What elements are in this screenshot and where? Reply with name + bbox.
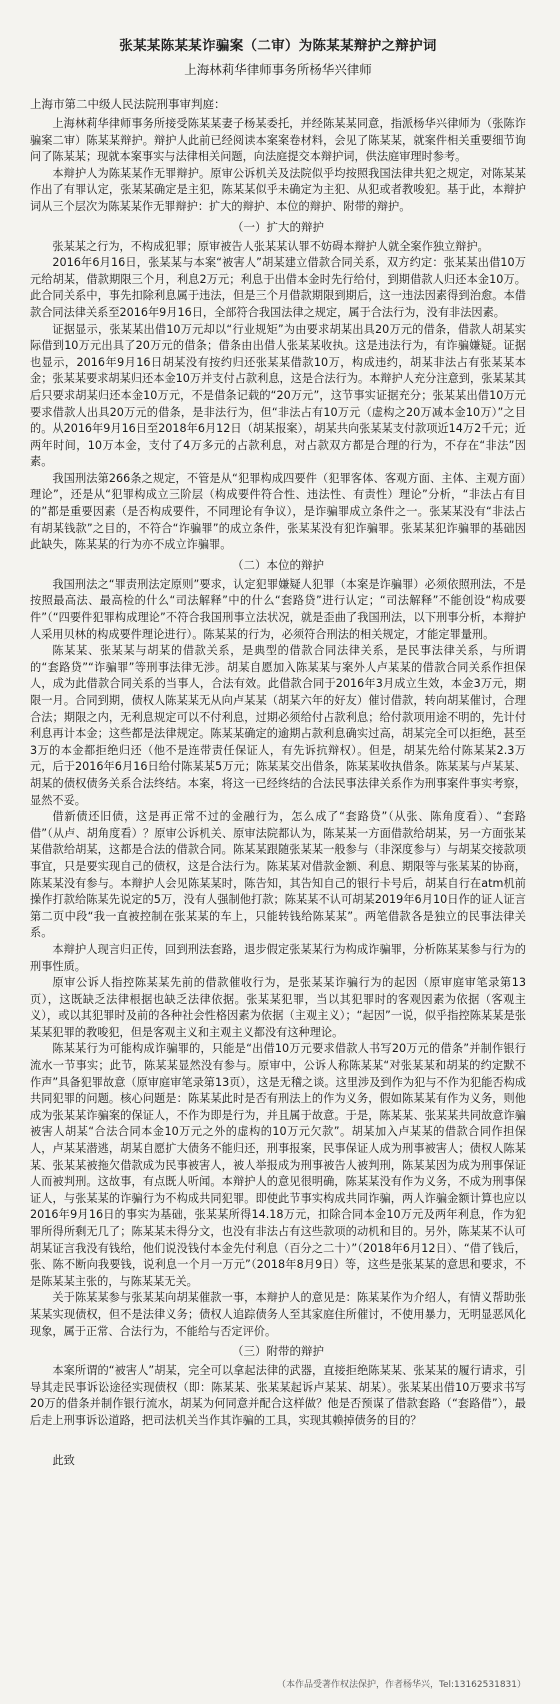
paragraph: 陈某某、张某某与胡某的借款关系，是典型的借款合同法律关系，是民事法律关系，与所谓的“套路贷”“诈骗罪”等刑事法律无涉。胡某自愿加入陈某某与案外人卢某某的借款合同关系作担保人，成为此借款合同关系的当事人，合法有效。此借款合同于2016年3月成立生效，本金3万元，期限一月。合同到期，债权人陈某某无从向卢某某（胡某六年的好友）催讨借款，转向胡某催讨，合理合法；期限之内，无利息规定可以不付利息，过期必须给付占款利息；给付款项用途不明的，先计付利息再计本金；这些都是法律规定。陈某某确定的逾期占款利息确实过高，胡某完全可以拒绝，甚至3万的本金都拒绝归还（他不是连带责任保证人，有先诉抗辩权）。但是，胡某先给付陈某某2.3万元，后于2016年6月16日给付陈某某5万元；陈某某交出借条，陈某某收执借条。陈某某与卢某某、胡某的债权债务关系合法终结。本案，将这一已经终结的合法民事法律关系作为刑事案件事实考察，显然不妥。 [30,644,526,807]
paragraph: 关于陈某某参与张某某向胡某催款一事，本辩护人的意见是：陈某某作为介绍人，有情义帮助张某某实现债权，但不是法律义务；债权人追踪债务人至其家庭住所催讨，不使用暴力，无明显恶风化现象，属于正常、合法行为，不能给与否定评价。 [30,1291,526,1338]
court-address: 上海市第二中级人民法院刑事审判庭： [30,97,226,111]
copyright-footer: （本作品受著作权法保护，作者杨华兴，Tel:13162531831） [276,1680,526,1690]
closing-salutation: 此致 [52,1453,75,1467]
paragraph: 张某某之行为，不构成犯罪；原审被告人张某某认罪不妨碍本辩护人就全案作独立辩护。 [52,239,489,253]
paragraph: 2016年6月16日，张某某与本案“被害人”胡某建立借款合同关系，双方约定：张某某出借10万元给胡某，借款期限三个月，利息2万元；利息于出借本金时先行给付，到期借款人归还本金10万。此合同关系中，事先扣除利息属于违法，但是三个月借款期限到期后，这一违法因素得到治愈。本借款合同法律关系至2016年9月16日，全部符合我国法律之规定，属于合法行为，没有非法因素。 [30,256,526,319]
section-heading: （一）扩大的辩护 [232,219,324,234]
paragraph: 原审公诉人指控陈某某先前的借款催收行为，是张某某诈骗行为的起因（原审庭审笔录第13页），这既缺乏法律根据也缺乏法律依据。张某某犯罪，当以其犯罪时的客观因素为依据（客观主义），或以其犯罪时及前的各种社会性格因素为依据（主观主义）；“起因”一说，似乎指控陈某某是张某某犯罪的教唆犯，但是客观主义和主观主义都没有这种理论。 [30,976,526,1039]
section-heading: （三）附带的辩护 [232,1344,324,1359]
paragraph: 本辩护人为陈某某作无罪辩护。原审公诉机关及法院似乎均按照我国法律共犯之规定，对陈某某作出了有罪认定，张某某确定是主犯，陈某某似乎未确定为主犯、从犯或者教唆犯。基于此，本辩护词从三个层次为陈某某作无罪辩护：扩大的辩护、本位的辩护、附带的辩护。 [30,166,526,213]
document-subtitle: 上海林莉华律师事务所杨华兴律师 [184,62,372,77]
paragraph: 上海林莉华律师事务所接受陈某某妻子杨某委托，并经陈某某同意，指派杨华兴律师为（张陈诈骗案二审）陈某某辩护。辩护人此前已经阅读本案案卷材料，会见了陈某某，就案件相关重要细节询问了陈某某；现就本案事实与法律相关问题，向法庭提交本辩护词，供法庭审理时参考。 [30,117,526,164]
paragraph: 我国刑法第266条之规定，不管是从“犯罪构成四要件（犯罪客体、客观方面、主体、主观方面）理论”，还是从“犯罪构成立三阶层（构成要件符合性、违法性、有责性）理论”分析，“非法占有目的”都是重要因素（是否构成要件，不同理论有争议），是诈骗罪成立条件之一。张某某没有“非法占有胡某钱款”之目的，不符合“诈骗罪”的成立条件，张某某没有犯诈骗罪。张某某犯诈骗罪的基础因此缺失，陈某某的行为亦不成立诈骗罪。 [30,471,526,552]
paragraph: 我国刑法之“罪责刑法定原则”要求，认定犯罪嫌疑人犯罪（本案是诈骗罪）必须依照刑法，不是按照最高法、最高检的什么“司法解释”中的什么“套路贷”进行认定；“司法解释”不能创设“构成要件”（“四要件犯罪构成理论”不符合我国刑事立法状况，就是歪曲了我国刑法，以下刑事分析，本辩护人采用贝林的构成要件理论进行）。陈某某的行为，必须符合刑法的相关规定，才能定罪量刑。 [30,577,526,641]
paragraph: 本辩护人现言归正传，回到刑法套路，退步假定张某某行为构成诈骗罪，分析陈某某参与行为的刑事性质。 [30,942,526,973]
document-title: 张某某陈某某诈骗案（二审）为陈某某辩护之辩护词 [119,38,437,54]
paragraph: 本案所谓的“被害人”胡某，完全可以拿起法律的武器，直接拒绝陈某某、张某某的履行请求，引导其走民事诉讼途径实现债权（即：陈某某、张某某起诉卢某某、胡某）。张某某出借10万要求书写20万的借条并制作银行流水，胡某为何同意并配合这样做？他是否预谋了借款套路（“套路借”），最后走上刑事诉讼道路，把司法机关当作其诈骗的工具，实现其赖掉债务的目的？ [30,1364,526,1427]
section-heading: （二）本位的辩护 [232,557,324,572]
paragraph: 证据显示，张某某出借10万元却以“行业规矩”为由要求胡某出具20万元的借条，借款人胡某实际借到10万元出具了20万元的借条；借条由出借人张某某收执。这是违法行为，有诈骗嫌疑。证据也显示，2016年9月16日胡某没有按约归还张某某借款10万，构成违约，胡某非法占有张某某本金；张某某要求胡某归还本金10万并支付占款利息，这是合法行为。本辩护人充分注意到，张某某其后只要求胡某归还本金10万元，不是借条记载的“20万元”，这节事实证据充分；张某某出借10万元要求借款人出具20万元的借条，是非法行为，但“非法占有10万元（虚构之20万减本金10万）”之目的。从2016年9月16日至2018年6月12日（胡某报案），胡某共向张某某支付款项近14万2千元；近两年时间，10万本金，支付了4万多元的占款利息，对占款双方都是合理的行为，不存在“非法”因素。 [30,322,526,469]
paragraph: 借新债还旧债，这是再正常不过的金融行为，怎么成了“套路贷”（从张、陈角度看）、“套路借”（从卢、胡角度看）？原审公诉机关、原审法院都认为，陈某某一方面借款给胡某，另一方面张某某借款给胡某，这都是合法的借款合同。陈某某跟随张某某一般参与（非深度参与）与胡某交接款项事宜，只是要实现自己的债权，这是合法行为。陈某某对借款金额、利息、期限等与张某某的协商，陈某某没有参与。本辩护人会见陈某某时，陈告知，其告知自己的银行卡号后，胡某自行在atm机前操作打款给陈某先说定的5万，没有人强制他打款；陈某某不认可胡某2019年6月10日作的证人证言第二页中段“我一直被控制在张某某的车上，只能转钱给陈某某”。两笔借款各是独立的民事法律关系。 [30,810,526,940]
paragraph: 陈某某行为可能构成诈骗罪的，只能是“出借10万元要求借款人书写20万元的借条”并制作银行流水一节事实；此节，陈某某显然没有参与。原审中，公诉人称陈某某“对张某某和胡某的约定默不作声”具备犯罪故意（原审庭审笔录第13页），这是无稽之谈。这里涉及到作为犯与不作为犯能否构成共同犯罪的问题。核心问题是：陈某某此时是否有刑法上的作为义务，假如陈某某有作为义务，则他成为张某某诈骗案的保证人，不作为即是行为，并且属于故意。于是，陈某某、张某某共同故意诈骗被害人胡某“合法合同本金10万元之外的虚构的10万元欠款”。胡某加入卢某某的借款合同作担保人，卢某某潜逃，胡某自愿扩大债务不能归还，刑事报案，民事保证人成为刑事被害人；债权人陈某某、张某某被拖欠借款成为民事被害人，被人举报成为刑事被告人被判刑，陈某某因为成为刑事保证人而被判刑。这故事，有点既人听闻。本辩护人的意见很明确，陈某某没有作为义务，不成为刑事保证人，与张某某的诈骗行为不构成共同犯罪。即使此节事实构成共同诈骗，两人诈骗金额计算也应以2016年9月16日的事实为基础，张某某所得14.18万元，扣除合同本金10万元及两年利息，作为犯罪所得所剩无几了；陈某某未得分文，也没有非法占有这些款项的动机和目的。另外，陈某某不认可胡某证言我没有钱给，他们说没钱付本金先付利息（百分之二十）”（2018年6月12日）、“借了钱后，张、陈不断向我要钱，说利息一个月一万元”（2018年8月9日）等，这些是张某某的意思和要求，不是陈某某主张的，与陈某某无关。 [30,1042,526,1288]
